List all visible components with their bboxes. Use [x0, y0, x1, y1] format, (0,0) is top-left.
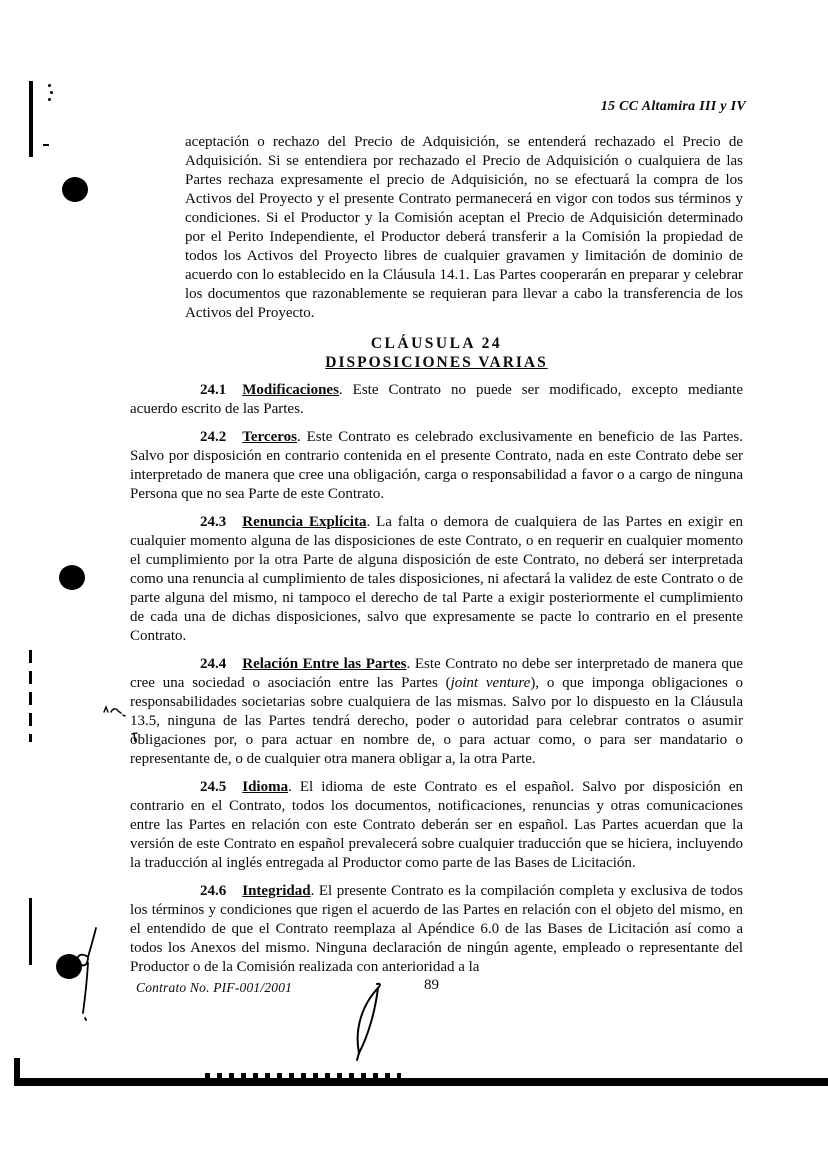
hole-punch-mark — [62, 177, 88, 202]
section-title: Idioma — [242, 779, 289, 795]
pen-loop-mark — [357, 984, 380, 1060]
section-number: 24.4 — [200, 656, 227, 672]
section-title: Integridad — [242, 883, 311, 899]
section-text-run: . Este Contrato es celebrado exclusivamente en beneficio de las Partes. Salvo por disposición en contrario contenida en el presente Contrato, nada en este Contrato debe ser interpretado de manera que cree una obligación, carga o responsabilidad a favor o a cargo de ninguna Persona que no sea Parte de este Contrato. — [130, 429, 743, 502]
section-text-run: . La falta o demora de cualquiera de las Partes en exigir en cualquier momento alguna de las disposiciones de este Contrato, o en requerir en cualquier momento el cumplimiento por la otra Parte de alguna disposición de este Contrato, no deberá ser interpretada como una renuncia al cumplimiento de tales disposiciones, ni afectará la validez de este Contrato o de parte alguna del mismo, ni tampoco el derecho de tal Parte a exigir posteriormente el cumplimiento de cada una de dichas disposiciones, salvo que expresamente se pacte lo contrario en el presente Contrato. — [130, 514, 743, 644]
section-text-run: . El presente Contrato es la compilación completa y exclusiva de todos los términos y condiciones que rigen el acuerdo de las Partes en relación con el objeto del mismo, en el entendido de que el Contrato reemplaza al Apéndice 6.0 de las Bases de Licitación así como a todos los Anexos del mismo. Ninguna declaración de ningún agente, empleado o representante del Productor o de la Comisión realizada con anterioridad a la — [130, 883, 743, 975]
scanner-band-ticks — [205, 1073, 401, 1078]
section-text-run: ), o que imponga obligaciones o responsabilidades societarias sobre cualquiera de las mismas. Salvo por lo dispuesto en la Cláusula 13.5, ninguna de las Partes tendrá derecho, poder o autoridad para celebrar contratos o asumir obligaciones por, o para actuar en nombre de, o para actuar como, o para ser mandatario o representante de, o de cualquier otra manera obligar a, la otra Parte. — [130, 675, 743, 767]
sections-container — [130, 381, 743, 977]
section-title: Modificaciones — [242, 382, 339, 398]
section-number: 24.1 — [200, 382, 227, 398]
section-24.3 — [130, 513, 743, 646]
footer-contract-number: Contrato No. PIF-001/2001 — [136, 980, 293, 995]
scanner-edge-line — [29, 898, 32, 965]
clause-heading — [130, 334, 743, 372]
hole-punch-mark — [59, 565, 85, 590]
clause-title-heading: DISPOSICIONES VARIAS — [325, 354, 548, 371]
opening-paragraph: aceptación o rechazo del Precio de Adquisición, se entenderá rechazado el Precio de Adquisición. Si se entendiera por rechazado el Precio de Adquisición o cualquiera de las Partes rechaza expresamente el precio de Adquisición, no se efectuará la compra de los Activos del Proyecto y el presente Contrato permanecerá en vigor con todos sus términos y condiciones. Si el Productor y la Comisión aceptan el Precio de Adquisición determinado por el Perito Independiente, el Productor deberá transferir a la Comisión la propiedad de todos los Activos del Proyecto libres de cualquier gravamen y limitación de dominio de acuerdo con lo establecido en la Cláusula 14.1. Las Partes cooperarán en preparar y celebrar los documentos que razonablemente se requieran para llevar a cabo la transferencia de los Activos del Proyecto. — [185, 134, 743, 321]
section-24.4 — [130, 655, 743, 769]
page-number: 89 — [424, 977, 439, 993]
scan-noise-speck — [48, 84, 51, 87]
header-reference: 15 CC Altamira III y IV — [600, 99, 746, 114]
pen-stroke-mark — [78, 928, 96, 1020]
scanner-edge-line — [29, 81, 33, 157]
section-title: Renuncia Explícita — [242, 514, 367, 530]
section-24.2 — [130, 428, 743, 504]
section-text-run: joint venture — [450, 675, 531, 691]
section-24.1 — [130, 381, 743, 419]
section-24.5 — [130, 778, 743, 873]
scan-noise-speck — [43, 144, 49, 146]
section-24.6 — [130, 882, 743, 977]
clause-number-heading: CLÁUSULA 24 — [370, 335, 503, 352]
section-title: Relación Entre las Partes — [242, 656, 407, 672]
section-text-run: . Este Contrato no debe ser interpretado de manera que cree una sociedad o asociación entre las Partes ( — [130, 656, 743, 691]
scan-noise-speck — [50, 91, 53, 94]
section-title: Terceros — [242, 429, 297, 445]
section-number: 24.5 — [200, 779, 227, 795]
scanner-bottom-band — [14, 1078, 828, 1086]
section-text-run: . El idioma de este Contrato es el español. Salvo por disposición en contrario en el Contrato, todos los documentos, notificaciones, renuncias y otras comunicaciones entre las Partes en relación con este Contrato deberán ser en español. Las Partes acuerdan que la versión de este Contrato en español prevalecerá sobre cualquier traducción que se hiciera, incluyendo la traducción al inglés entregada al Productor como parte de las Bases de Licitación. — [130, 779, 743, 871]
hole-punch-mark — [56, 954, 82, 979]
document-body — [130, 133, 743, 977]
section-number: 24.2 — [200, 429, 227, 445]
scan-noise-speck — [48, 98, 51, 101]
section-number: 24.6 — [200, 883, 227, 899]
scanner-edge-line — [29, 650, 32, 742]
section-text-run: . Este Contrato no puede ser modificado, excepto mediante acuerdo escrito de las Partes. — [130, 382, 743, 417]
section-number: 24.3 — [200, 514, 227, 530]
